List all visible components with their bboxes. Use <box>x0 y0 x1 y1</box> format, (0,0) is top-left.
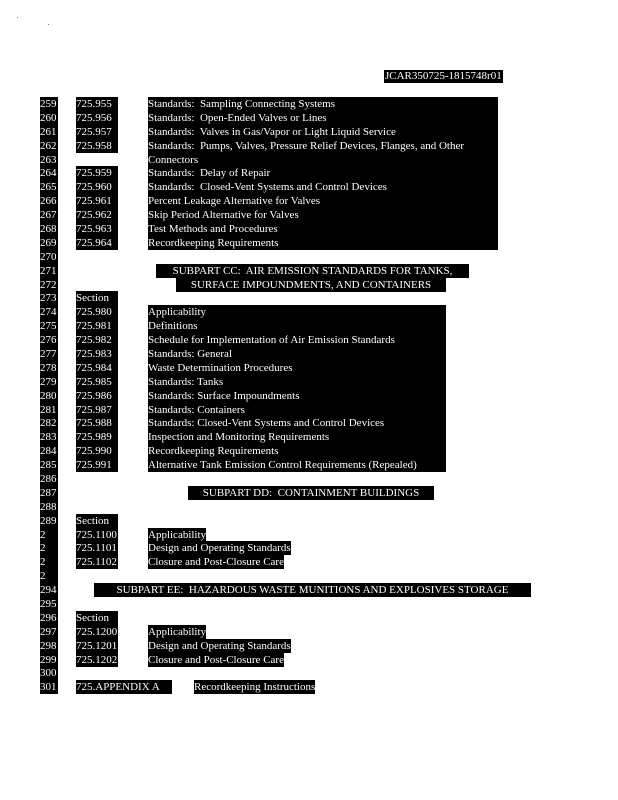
line-number: 280 <box>40 390 57 402</box>
section-number: 725.1100 <box>76 529 117 541</box>
toc-heading-row <box>0 264 618 278</box>
line-number: 273 <box>40 292 57 304</box>
section-title: Schedule for Implementation of Air Emission Standards <box>148 333 446 347</box>
section-title: Applicability <box>148 305 446 319</box>
line-number: 287 <box>40 487 57 499</box>
toc-row <box>0 403 618 417</box>
document-id: JCAR350725-1815748r01 <box>385 70 502 82</box>
subpart-heading: SUBPART EE: HAZARDOUS WASTE MUNITIONS AND EXPLOSIVES STORAGE <box>94 583 531 597</box>
line-number: 261 <box>40 126 57 138</box>
section-title: Standards: General <box>148 347 446 361</box>
section-number: 725.955 <box>76 97 118 111</box>
toc-row <box>0 597 618 611</box>
toc-row <box>0 666 618 680</box>
toc-row <box>0 500 618 514</box>
line-number: 285 <box>40 459 57 471</box>
toc-row <box>0 625 618 639</box>
section-title: Standards: Surface Impoundments <box>148 389 446 403</box>
section-number: 725.991 <box>76 458 118 472</box>
section-title: Standards: Valves in Gas/Vapor or Light Liquid Service <box>148 125 498 139</box>
line-number: 2 <box>40 569 58 583</box>
line-number: 278 <box>40 362 57 374</box>
toc-row <box>0 389 618 403</box>
toc-row <box>0 222 618 236</box>
toc-row <box>0 319 618 333</box>
line-number: 284 <box>40 445 57 457</box>
section-number: 725.APPENDIX A <box>76 680 172 694</box>
section-number: 725.985 <box>76 375 118 389</box>
toc-row <box>0 611 618 625</box>
line-number: 2 <box>40 528 58 542</box>
line-number: 298 <box>40 640 57 652</box>
section-number: 725.984 <box>76 361 118 375</box>
section-title: Alternative Tank Emission Control Requirements (Repealed) <box>148 458 446 472</box>
toc-row <box>0 472 618 486</box>
section-number: Section <box>76 291 118 305</box>
section-number: 725.988 <box>76 416 118 430</box>
toc-heading-row <box>0 278 618 292</box>
toc-row <box>0 166 618 180</box>
toc-row <box>0 680 618 694</box>
line-number: 295 <box>40 598 57 610</box>
toc-row <box>0 569 618 583</box>
subpart-heading: SURFACE IMPOUNDMENTS, AND CONTAINERS <box>176 278 446 292</box>
line-number: 263 <box>40 154 57 166</box>
scan-speck <box>48 24 49 25</box>
subpart-heading: SUBPART DD: CONTAINMENT BUILDINGS <box>188 486 434 500</box>
line-number: 301 <box>40 681 57 693</box>
line-number: 2 <box>40 555 58 569</box>
section-title: Design and Operating Standards <box>148 640 291 652</box>
section-title: Skip Period Alternative for Valves <box>148 208 498 222</box>
section-number: 725.983 <box>76 347 118 361</box>
section-title: Standards: Delay of Repair <box>148 166 498 180</box>
toc-heading-row <box>0 583 618 597</box>
subpart-heading: SUBPART CC: AIR EMISSION STANDARDS FOR TANKS, <box>156 264 469 278</box>
section-number: 725.980 <box>76 305 118 319</box>
toc-row <box>0 528 618 542</box>
section-number: 725.982 <box>76 333 118 347</box>
line-number: 266 <box>40 195 57 207</box>
section-title: Recordkeeping Requirements <box>148 444 446 458</box>
section-number: 725.1200 <box>76 626 118 638</box>
line-number: 279 <box>40 376 57 388</box>
toc-row <box>0 361 618 375</box>
toc-row <box>0 416 618 430</box>
section-title: Design and Operating Standards <box>148 542 291 554</box>
section-title: Standards: Tanks <box>148 375 446 389</box>
toc-row <box>0 236 618 250</box>
section-number: 725.986 <box>76 389 118 403</box>
section-title: Percent Leakage Alternative for Valves <box>148 194 498 208</box>
toc-row <box>0 111 618 125</box>
section-number: 725.1201 <box>76 640 118 652</box>
section-title: Standards: Closed-Vent Systems and Control Devices <box>148 416 446 430</box>
section-number: 725.958 <box>76 139 118 153</box>
section-number: 725.957 <box>76 125 118 139</box>
line-number: 272 <box>40 279 57 291</box>
line-number: 274 <box>40 306 57 318</box>
line-number: 276 <box>40 334 57 346</box>
toc-row <box>0 250 618 264</box>
toc-row <box>0 305 618 319</box>
line-number: 281 <box>40 404 57 416</box>
toc-row <box>0 153 618 167</box>
line-number: 268 <box>40 223 57 235</box>
toc-row <box>0 97 618 111</box>
line-number: 267 <box>40 209 57 221</box>
section-title: Connectors <box>148 153 498 167</box>
toc-row <box>0 430 618 444</box>
section-number: 725.1101 <box>76 542 117 554</box>
section-title: Standards: Sampling Connecting Systems <box>148 97 498 111</box>
toc-row <box>0 139 618 153</box>
section-title: Closure and Post-Closure Care <box>148 654 284 666</box>
section-title: Standards: Containers <box>148 403 446 417</box>
section-number: 725.956 <box>76 111 118 125</box>
line-number: 265 <box>40 181 57 193</box>
line-number: 262 <box>40 140 57 152</box>
section-number: 725.963 <box>76 222 118 236</box>
line-number: 2 <box>40 541 58 555</box>
line-number: 283 <box>40 431 57 443</box>
line-number: 282 <box>40 417 57 429</box>
toc-row <box>0 653 618 667</box>
section-number: 725.960 <box>76 180 118 194</box>
scan-speck <box>17 17 18 18</box>
section-title: Recordkeeping Instructions <box>194 681 316 693</box>
line-number: 296 <box>40 612 57 624</box>
section-number: Section <box>76 611 118 625</box>
toc-row <box>0 194 618 208</box>
section-number: Section <box>76 514 118 528</box>
line-number: 271 <box>40 265 57 277</box>
line-number: 286 <box>40 473 57 485</box>
toc-row <box>0 347 618 361</box>
toc-row <box>0 291 618 305</box>
section-number: 725.964 <box>76 236 118 250</box>
toc-row <box>0 555 618 569</box>
section-title: Waste Determination Procedures <box>148 361 446 375</box>
section-number: 725.959 <box>76 166 118 180</box>
line-number: 277 <box>40 348 57 360</box>
toc-heading-row <box>0 486 618 500</box>
line-number: 259 <box>40 98 57 110</box>
section-number: 725.962 <box>76 208 118 222</box>
line-number: 289 <box>40 515 57 527</box>
toc-row <box>0 444 618 458</box>
section-number: 725.1202 <box>76 654 118 666</box>
line-number: 299 <box>40 654 57 666</box>
toc-row <box>0 375 618 389</box>
toc-row <box>0 514 618 528</box>
section-title: Inspection and Monitoring Requirements <box>148 430 446 444</box>
section-number: 725.961 <box>76 194 118 208</box>
section-title: Applicability <box>148 529 207 541</box>
section-title: Definitions <box>148 319 446 333</box>
line-number: 264 <box>40 167 57 179</box>
section-number: 725.990 <box>76 444 118 458</box>
line-number: 275 <box>40 320 57 332</box>
line-number: 270 <box>40 251 57 263</box>
toc-row <box>0 180 618 194</box>
section-number: 725.989 <box>76 430 118 444</box>
section-number: 725.981 <box>76 319 118 333</box>
toc-row <box>0 125 618 139</box>
line-number: 288 <box>40 501 57 513</box>
section-title: Test Methods and Procedures <box>148 222 498 236</box>
section-title: Standards: Open-Ended Valves or Lines <box>148 111 498 125</box>
section-title: Standards: Pumps, Valves, Pressure Relief Devices, Flanges, and Other <box>148 139 498 153</box>
line-number: 297 <box>40 626 57 638</box>
line-number: 269 <box>40 237 57 249</box>
toc-row <box>0 458 618 472</box>
section-number: 725.987 <box>76 403 118 417</box>
section-title: Closure and Post-Closure Care <box>148 556 284 568</box>
toc-row <box>0 208 618 222</box>
toc-row <box>0 639 618 653</box>
toc-row <box>0 333 618 347</box>
line-number: 300 <box>40 667 57 679</box>
section-title: Recordkeeping Requirements <box>148 236 498 250</box>
toc-row <box>0 541 618 555</box>
line-number: 294 <box>40 584 57 596</box>
section-title: Applicability <box>148 626 207 638</box>
line-number: 260 <box>40 112 57 124</box>
section-number: 725.1102 <box>76 556 117 568</box>
section-title: Standards: Closed-Vent Systems and Control Devices <box>148 180 498 194</box>
